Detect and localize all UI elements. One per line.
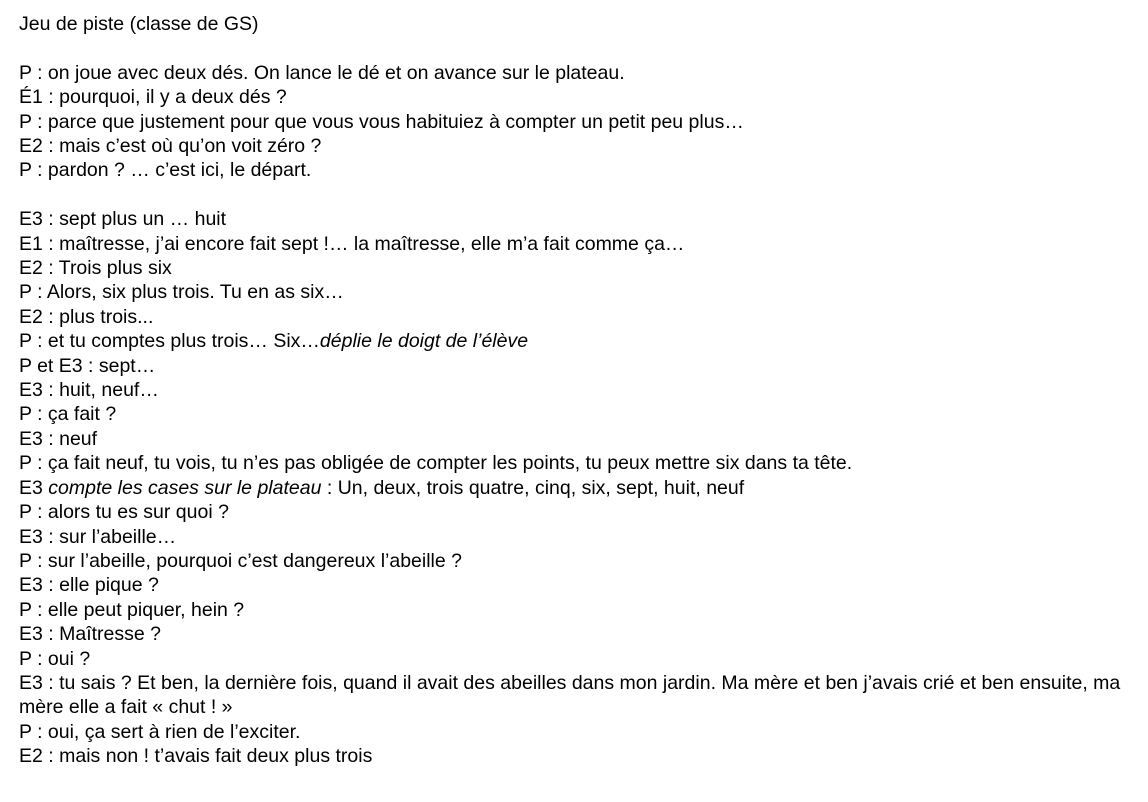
- transcript-document: [19, 12, 1144, 769]
- transcript-line: E2 : Trois plus six: [19, 257, 172, 280]
- transcript-line: P : sur l’abeille, pourquoi c’est dangereux l’abeille ?: [19, 549, 462, 572]
- transcript-line: P : oui, ça sert à rien de l’exciter.: [19, 720, 301, 743]
- speaker-label: E3: [19, 476, 49, 499]
- transcript-line: P : elle peut piquer, hein ?: [19, 598, 245, 621]
- transcript-line: P : alors tu es sur quoi ?: [19, 501, 229, 524]
- transcript-line: E3 : Maîtresse ?: [19, 623, 161, 646]
- transcript-line-wrapped: E3 : tu sais ? Et ben, la dernière fois, quand il avait des abeilles dans mon jardin. Ma mère et ben j’avais crié et ben ensuite, ma mère elle a fait « chut ! »: [19, 671, 1121, 719]
- transcript-line: É1 : pourquoi, il y a deux dés ?: [19, 86, 287, 109]
- transcript-line: P et E3 : sept…: [19, 354, 156, 377]
- dialogue-text: P : et tu comptes plus trois… Six…: [19, 330, 320, 353]
- transcript-line: P : pardon ? … c’est ici, le départ.: [19, 159, 312, 182]
- transcript-line: E3 : huit, neuf…: [19, 379, 159, 402]
- transcript-line: P : parce que justement pour que vous vous habituiez à compter un petit peu plus…: [19, 110, 744, 133]
- transcript-line: E3 : neuf: [19, 427, 98, 450]
- transcript-line: P : oui ?: [19, 647, 91, 670]
- transcript-line: E2 : plus trois...: [19, 305, 154, 328]
- stage-direction: déplie le doigt de l’élève: [319, 330, 529, 353]
- stage-direction: compte les cases sur le plateau: [48, 476, 322, 499]
- document-title: Jeu de piste (classe de GS): [19, 13, 259, 35]
- transcript-line: E2 : mais non ! t’avais fait deux plus trois: [19, 745, 373, 768]
- transcript-line: P : Alors, six plus trois. Tu en as six…: [19, 281, 344, 304]
- transcript-line-with-stage-direction: [19, 329, 1144, 353]
- transcript-line: E1 : maîtresse, j’ai encore fait sept !… la maîtresse, elle m’a fait comme ça…: [19, 232, 685, 255]
- transcript-line: P : ça fait neuf, tu vois, tu n’es pas obligée de compter les points, tu peux mettre six dans ta tête.: [19, 452, 853, 475]
- transcript-line: E3 : elle pique ?: [19, 574, 159, 597]
- transcript-line: P : ça fait ?: [19, 403, 117, 426]
- paragraph-gap: [19, 183, 1144, 207]
- transcript-line: E2 : mais c’est où qu’on voit zéro ?: [19, 135, 322, 158]
- transcript-line: E3 : sept plus un … huit: [19, 208, 227, 231]
- transcript-line: P : on joue avec deux dés. On lance le dé et on avance sur le plateau.: [19, 61, 625, 84]
- transcript-line: E3 : sur l’abeille…: [19, 525, 177, 548]
- paragraph-gap: [19, 36, 1144, 60]
- transcript-line-with-stage-direction: [19, 476, 1144, 500]
- dialogue-text: : Un, deux, trois quatre, cinq, six, sept, huit, neuf: [321, 476, 745, 499]
